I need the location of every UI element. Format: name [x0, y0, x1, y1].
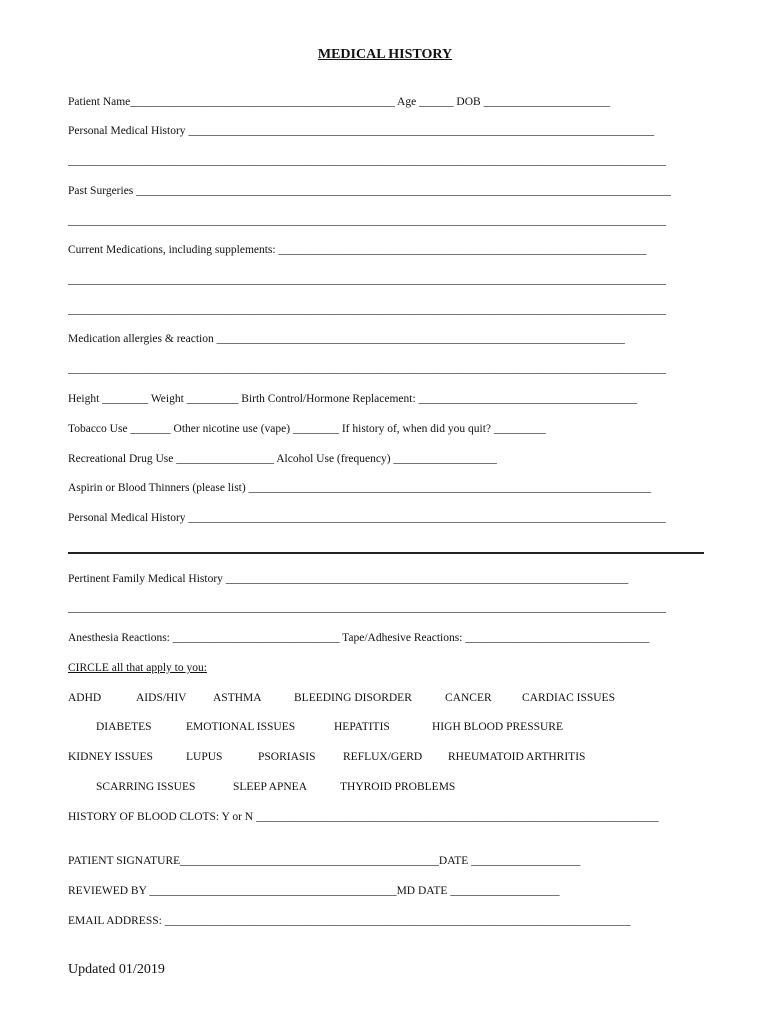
current-medications-field[interactable]: Current Medications, including supplements: ________________________________________________________________: [68, 244, 647, 256]
anesthesia-tape-reactions-field[interactable]: Anesthesia Reactions: _____________________________ Tape/Adhesive Reactions: ________________________________: [68, 632, 650, 644]
condition-reflux-gerd[interactable]: REFLUX/GERD: [343, 751, 423, 763]
medication-allergies-continued-field[interactable]: ________________________________________________________________________________________________________: [68, 363, 666, 375]
patient-name-age-dob-field[interactable]: Patient Name______________________________________________ Age ______ DOB ______________________: [68, 96, 611, 108]
condition-kidney-issues[interactable]: KIDNEY ISSUES: [68, 751, 153, 763]
personal-medical-history-field[interactable]: Personal Medical History _________________________________________________________________________________: [68, 125, 655, 137]
personal-medical-history-field-2[interactable]: Personal Medical History ___________________________________________________________________________________: [68, 512, 666, 524]
past-surgeries-continued-field[interactable]: ________________________________________________________________________________________________________: [68, 215, 666, 227]
condition-psoriasis[interactable]: PSORIASIS: [258, 751, 316, 763]
circle-instruction-label: CIRCLE all that apply to you:: [68, 662, 207, 674]
patient-signature-field[interactable]: PATIENT SIGNATURE_____________________________________________DATE ___________________: [68, 855, 581, 867]
personal-medical-history-continued-field[interactable]: ________________________________________________________________________________________________________: [68, 155, 666, 167]
condition-thyroid-problems[interactable]: THYROID PROBLEMS: [340, 781, 456, 793]
section-divider: [68, 552, 704, 554]
current-medications-continued-field[interactable]: ________________________________________________________________________________________________________: [68, 274, 666, 286]
condition-sleep-apnea[interactable]: SLEEP APNEA: [233, 781, 308, 793]
past-surgeries-field[interactable]: Past Surgeries _____________________________________________________________________________________________: [68, 185, 671, 197]
condition-bleeding-disorder[interactable]: BLEEDING DISORDER: [294, 692, 412, 704]
condition-emotional-issues[interactable]: EMOTIONAL ISSUES: [186, 721, 296, 733]
form-title: MEDICAL HISTORY: [317, 47, 453, 62]
drug-alcohol-use-field[interactable]: Recreational Drug Use _________________ Alcohol Use (frequency) __________________: [68, 453, 497, 465]
condition-asthma[interactable]: ASTHMA: [213, 692, 262, 704]
blood-clots-field[interactable]: HISTORY OF BLOOD CLOTS: Y or N ______________________________________________________________________: [68, 811, 659, 823]
condition-high-blood-pressure[interactable]: HIGH BLOOD PRESSURE: [432, 721, 563, 733]
condition-cancer[interactable]: CANCER: [445, 692, 492, 704]
condition-hepatitis[interactable]: HEPATITIS: [334, 721, 390, 733]
medication-allergies-field[interactable]: Medication allergies & reaction _______________________________________________________________________: [68, 333, 625, 345]
condition-lupus[interactable]: LUPUS: [186, 751, 223, 763]
aspirin-blood-thinners-field[interactable]: Aspirin or Blood Thinners (please list) ______________________________________________________________________: [68, 482, 652, 494]
condition-aids-hiv[interactable]: AIDS/HIV: [136, 692, 187, 704]
updated-date-footer: Updated 01/2019: [68, 962, 165, 977]
condition-cardiac-issues[interactable]: CARDIAC ISSUES: [522, 692, 615, 704]
tobacco-use-field[interactable]: Tobacco Use _______ Other nicotine use (vape) ________ If history of, when did you quit? _________: [68, 423, 546, 435]
condition-adhd[interactable]: ADHD: [68, 692, 102, 704]
height-weight-birth-control-field[interactable]: Height ________ Weight _________ Birth Control/Hormone Replacement: ______________________________________: [68, 393, 638, 405]
email-address-field[interactable]: EMAIL ADDRESS: _________________________________________________________________________________: [68, 915, 631, 927]
condition-diabetes[interactable]: DIABETES: [96, 721, 152, 733]
reviewed-by-field[interactable]: REVIEWED BY ___________________________________________MD DATE ___________________: [68, 885, 560, 897]
current-medications-continued-field-2[interactable]: ________________________________________________________________________________________________________: [68, 304, 666, 316]
family-medical-history-continued-field[interactable]: ________________________________________________________________________________________________________: [68, 602, 666, 614]
condition-rheumatoid-arthritis[interactable]: RHEUMATOID ARTHRITIS: [448, 751, 586, 763]
condition-scarring-issues[interactable]: SCARRING ISSUES: [96, 781, 196, 793]
family-medical-history-field[interactable]: Pertinent Family Medical History ______________________________________________________________________: [68, 573, 629, 585]
